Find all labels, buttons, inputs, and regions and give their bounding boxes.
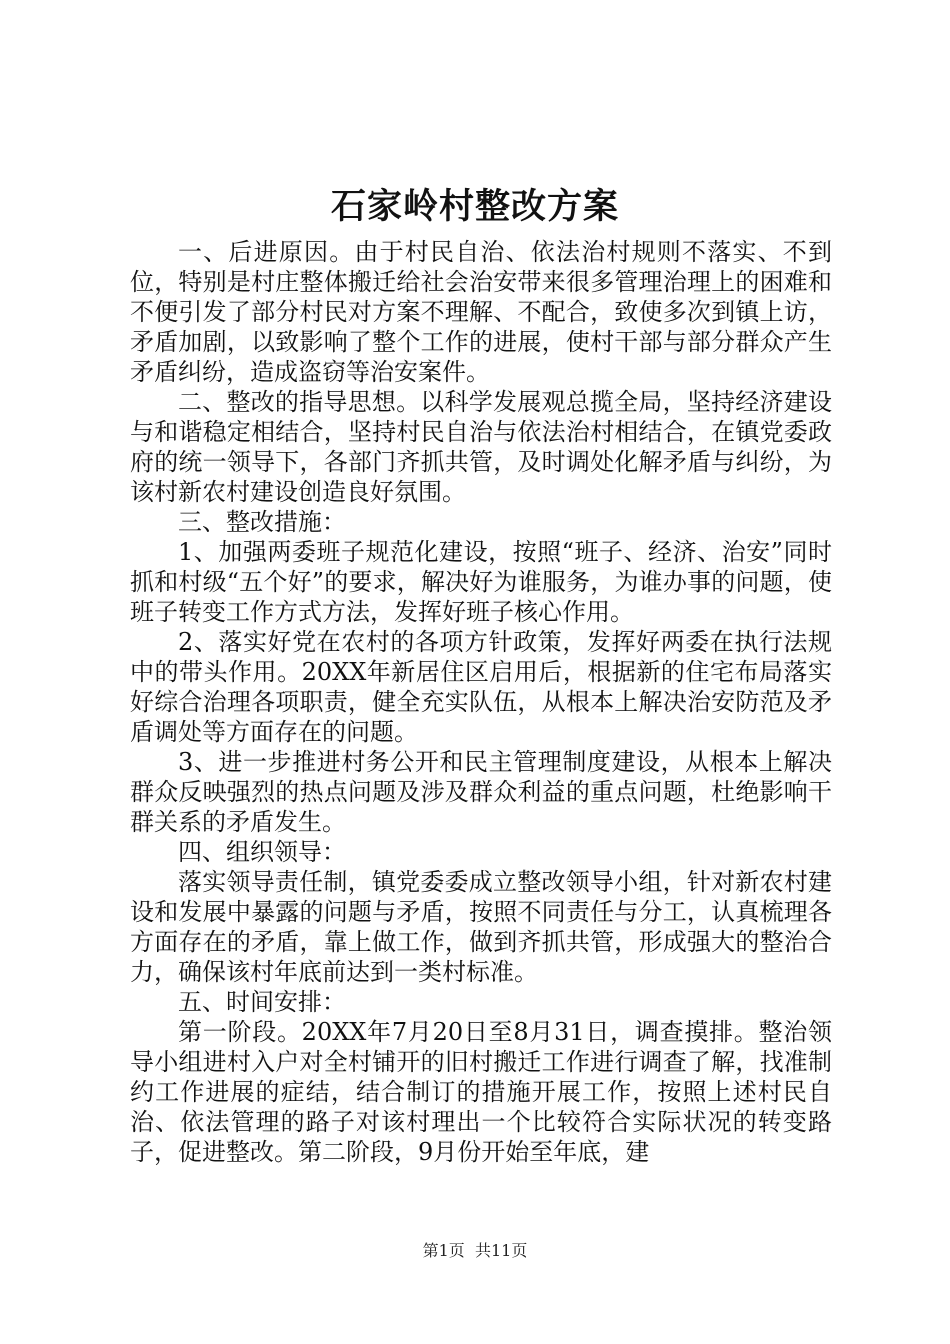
paragraph-backward-reasons: 一、后进原因。由于村民自治、依法治村规则不落实、不到位，特别是村庄整体搬迁给社会治安带来很多管理治理上的困难和不便引发了部分村民对方案不理解、不配合，致使多次到镇上访，矛盾加剧，以致影响了整个工作的进展，使村干部与部分群众产生矛盾纠纷，造成盗窃等治安案件。: [130, 238, 832, 386]
paragraph-phase-one: 第一阶段。20XX年7月20日至8月31日，调查摸排。整治领导小组进村入户对全村铺开的旧村搬迁工作进行调查了解，找准制约工作进展的症结，结合制订的措施开展工作，按照上述村民自治、依法管理的路子对该村理出一个比较符合实际状况的转变路子，促进整改。第二阶段，9月份开始至年底，建: [130, 1018, 832, 1166]
page-footer: [0, 1240, 950, 1262]
paragraph-leadership-responsibility: 落实领导责任制，镇党委委成立整改领导小组，针对新农村建设和发展中暴露的问题与矛盾，按照不同责任与分工，认真梳理各方面存在的矛盾，靠上做工作，做到齐抓共管，形成强大的整治合力，确保该村年底前达到一类村标准。: [130, 868, 832, 986]
page-total: 共11页: [474, 1241, 528, 1260]
document-body: [130, 237, 832, 1167]
document-title: 石家岭村整改方案: [330, 186, 619, 227]
paragraph-measure-1: 1、加强两委班子规范化建设，按照“班子、经济、治安”同时抓和村级“五个好”的要求，解决好为谁服务，为谁办事的问题，使班子转变工作方式方法，发挥好班子核心作用。: [130, 538, 832, 626]
heading-organization-leadership: 四、组织领导：: [178, 838, 346, 866]
page-number: 第1页: [422, 1241, 465, 1260]
heading-rectification-measures: 三、整改措施：: [178, 508, 346, 536]
paragraph-guiding-thought: 二、整改的指导思想。以科学发展观总揽全局，坚持经济建设与和谐稳定相结合，坚持村民自治与依法治村相结合，在镇党委政府的统一领导下，各部门齐抓共管，及时调处化解矛盾与纠纷，为该村新农村建设创造良好氛围。: [130, 388, 832, 506]
paragraph-measure-2: 2、落实好党在农村的各项方针政策，发挥好两委在执行法规中的带头作用。20XX年新居住区启用后，根据新的住宅布局落实好综合治理各项职责，健全充实队伍，从根本上解决治安防范及矛盾调处等方面存在的问题。: [130, 628, 832, 746]
paragraph-measure-3: 3、进一步推进村务公开和民主管理制度建设，从根本上解决群众反映强烈的热点问题及涉及群众利益的重点问题，杜绝影响干群关系的矛盾发生。: [130, 748, 832, 836]
heading-time-schedule: 五、时间安排：: [178, 988, 346, 1016]
footer-spacer: [465, 1241, 475, 1260]
